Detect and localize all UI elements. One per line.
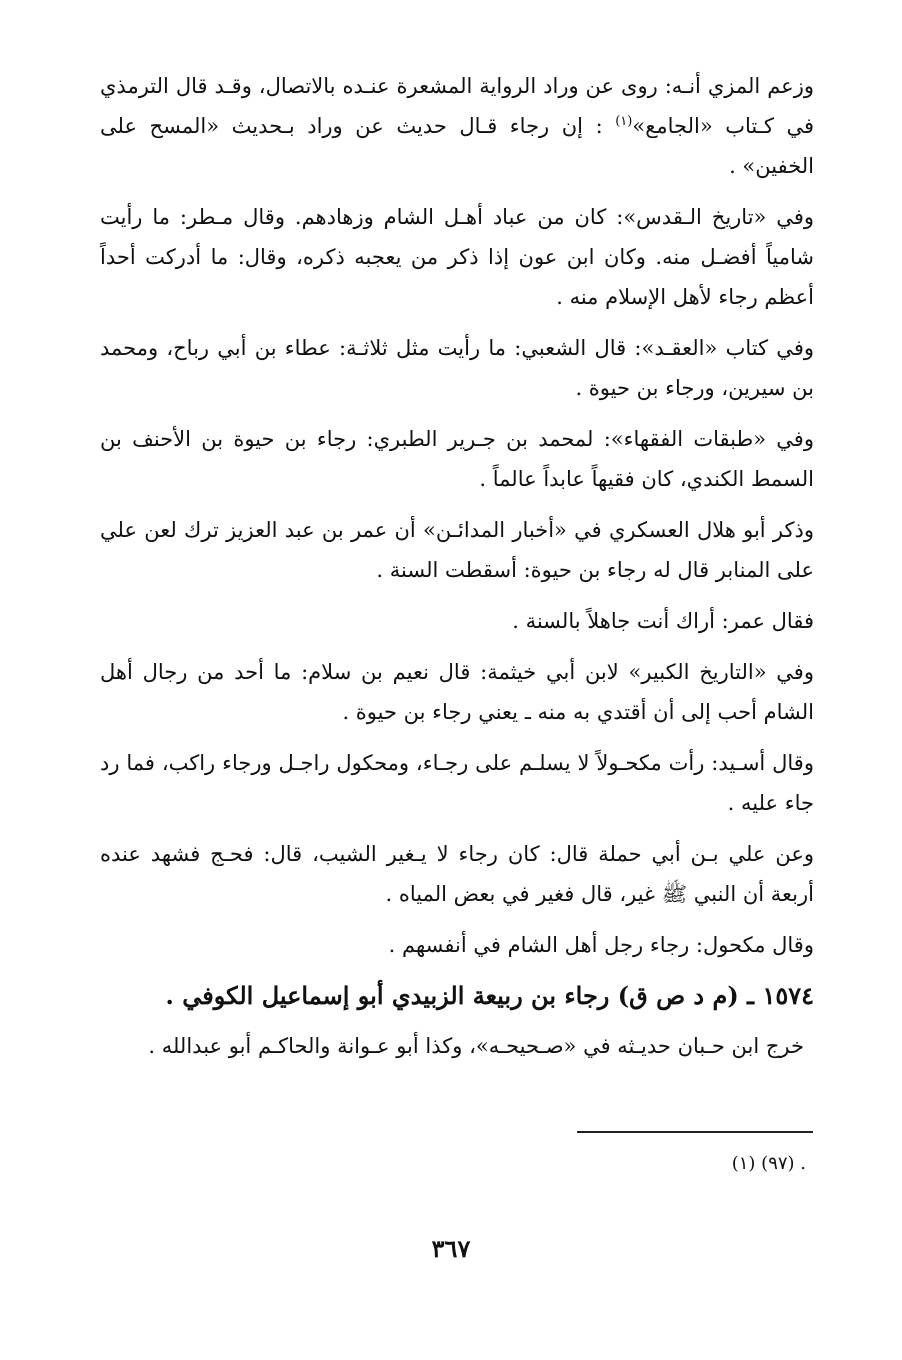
page-body — [100, 66, 814, 1066]
paragraph-1-text: وزعم المزي أنـه: روى عن وراد الرواية المشعرة عنـده بالاتصال، وقـد قال الترمذي في كـتاب «الجامع» — [100, 74, 814, 138]
paragraph-1 — [100, 66, 814, 186]
paragraph-6: فقال عمر: أراك أنت جاهلاً بالسنة . — [512, 609, 814, 633]
paragraph-1-text-cont: : إن رجاء قـال حديث عن وراد بـحديث «المسح على الخفين» . — [100, 114, 814, 178]
entry-heading: ١٥٧٤ ـ (م د ص ق) رجاء بن ربيعة الزبيدي أبو إسماعيل الكوفي . — [165, 981, 814, 1010]
footnote: . (٩٧) (١) — [731, 1153, 806, 1174]
paragraph-3: وفي كتاب «العقـد»: قال الشعبي: ما رأيت مثل ثلاثـة: عطاء بن أبي رباح، ومحمد بن سيرين، ورجاء بن حيوة . — [100, 336, 814, 400]
page-number: ٣٦٧ — [431, 1234, 471, 1263]
footnote-divider — [577, 1131, 813, 1133]
paragraph-9: وعن علي بـن أبي حملة قال: كان رجاء لا يـغير الشيب، قال: فحـج فشهد عنده أربعة أن النبي ﷺ غير، قال فغير في بعض المياه . — [100, 842, 814, 906]
paragraph-4: وفي «طبقات الفقهاء»: لمحمد بن جـرير الطبري: رجاء بن حيوة بن الأحنف بن السمط الكندي، كان فقيهاً عابداً عالماً . — [100, 427, 814, 491]
footnote-marker[interactable]: (١) — [615, 114, 633, 129]
paragraph-8: وقال أسـيد: رأت مكحـولاً لا يسلـم على رجـاء، ومحكول راجـل ورجاء راكب، فما رد جاء عليه . — [100, 751, 814, 815]
paragraph-10: وقال مكحول: رجاء رجل أهل الشام في أنفسهم . — [388, 933, 814, 957]
entry-body: خرج ابن حـبان حديـثه في «صـحيحـه»، وكذا أبو عـوانة والحاكـم أبو عبدالله . — [148, 1034, 804, 1058]
paragraph-5: وذكر أبو هلال العسكري في «أخبار المدائـن» أن عمر بن عبد العزيز ترك لعن علي على المنابر قال له رجاء بن حيوة: أسقطت السنة . — [100, 518, 814, 582]
paragraph-2: وفي «تاريخ الـقدس»: كان من عباد أهـل الشام وزهادهم. وقال مـطر: ما رأيت شامياً أفضـل منه. وكان ابن عون إذا ذكر من يعجبه ذكره، وقال: ما أدركت أحداً أعظم رجاء لأهل الإسلام منه . — [100, 205, 814, 309]
paragraph-7: وفي «التاريخ الكبير» لابن أبي خيثمة: قال نعيم بن سلام: ما أحد من رجال أهل الشام أحب إلى أن أقتدي به منه ـ يعني رجاء بن حيوة . — [100, 660, 814, 724]
